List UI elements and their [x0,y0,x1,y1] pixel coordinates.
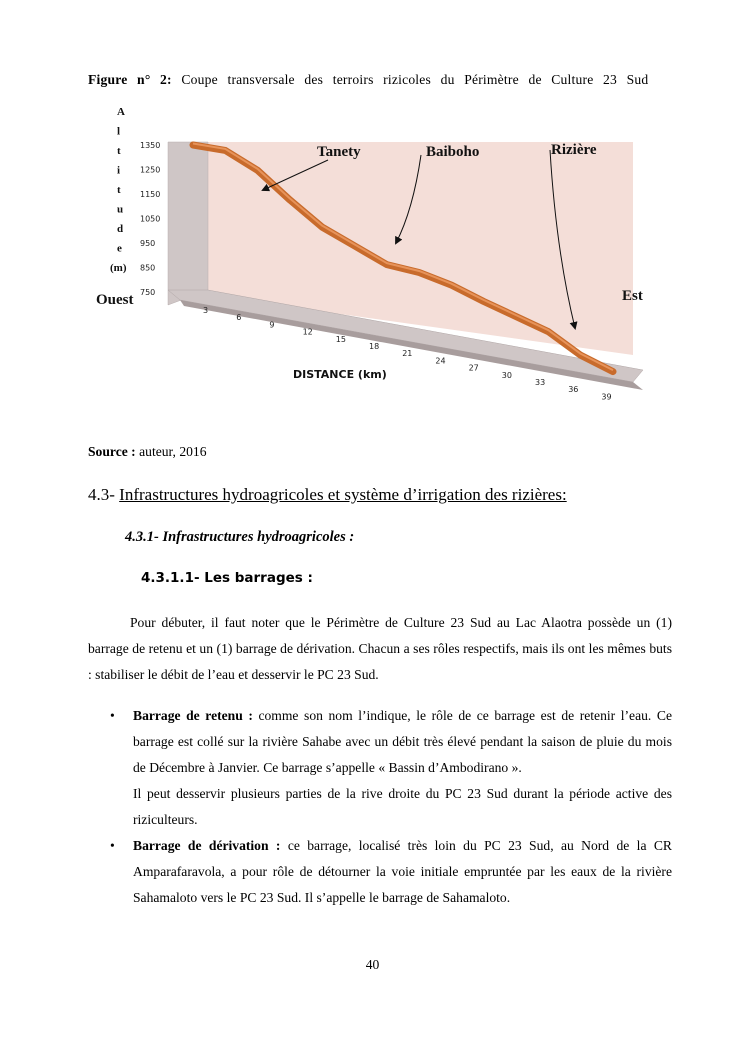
x-tick-label: 21 [402,349,413,359]
list-item [88,703,672,833]
x-tick-label: 15 [335,334,346,344]
y-tick-label: 850 [140,263,156,273]
section-number: 4.3- [88,485,115,504]
section-heading [88,485,567,505]
bullet-text: comme son nom l’indique, le rôle de ce barrage est de retenir l’eau. Ce barrage est collé sur la rivière Sahabe avec un débit très élevé pendant la saison de pluie du mois de Décembre à Janvier. Ce barrage s’appelle « Bassin d’Ambodirano ». [133,708,672,775]
cross-section-chart [88,100,668,420]
bullet-icon: • [110,708,115,723]
y-axis-title [110,106,127,274]
y-title-letter: t [117,145,121,157]
west-label: Ouest [96,292,134,308]
x-tick-label: 9 [269,320,275,330]
chart-back-wall [168,142,633,355]
chart-side-wall [168,142,208,305]
x-axis-label: DISTANCE (km) [293,368,387,381]
x-tick-label: 24 [435,356,446,366]
y-tick-label: 1150 [140,190,161,199]
bullet-text: ce barrage, localisé très loin du PC 23 Sud, au Nord de la CR Amparafaravola, a pour rôle de détourner la voie initiale empruntée par les eaux de la rivière Sahamaloto vers le PC 23 Sud. Il s’appelle le barrage de Sahamaloto. [133,838,672,905]
y-title-letter: i [117,164,121,177]
bullet-term: Barrage de dérivation : [133,838,281,853]
bullet-text-continued: Il peut desservir plusieurs parties de la rive droite du PC 23 Sud durant la période active des riziculteurs. [133,786,672,827]
source-text: auteur, 2016 [139,444,207,459]
annotation-tanety: Tanety [317,144,361,160]
list-item [88,833,672,911]
figure-caption-text: Coupe transversale des terroirs rizicoles du Périmètre de Culture 23 Sud [181,72,649,87]
figure-source [88,444,207,460]
y-title-letter: A [117,106,125,118]
figure-caption-label: Figure n° 2: [88,72,172,87]
x-tick-label: 33 [535,378,546,387]
barrage-list [88,703,672,911]
x-tick-label: 12 [302,327,313,337]
y-tick-label: 950 [140,239,156,248]
x-tick-label: 6 [236,313,242,323]
x-tick-label: 18 [369,342,380,351]
intro-paragraph [88,610,672,688]
bullet-term: Barrage de retenu : [133,708,253,723]
y-title-letter: d [117,223,124,235]
page-number: 40 [365,957,380,972]
annotation-baiboho: Baiboho [426,144,480,160]
y-tick-label: 750 [140,288,156,297]
y-tick-label: 1350 [140,141,161,150]
y-ticks [140,141,160,297]
x-tick-label: 27 [468,363,479,373]
y-title-letter: e [117,242,122,255]
section-title: Infrastructures hydroagricoles et système d’irrigation des rizières: [119,485,567,504]
y-title-letter: u [117,203,124,216]
source-label: Source : [88,444,136,459]
x-tick-label: 36 [568,385,579,395]
y-tick-label: 1250 [140,165,161,175]
y-title-letter: t [117,184,121,196]
x-tick-label: 3 [203,306,209,315]
subsection-heading: 4.3.1- Infrastructures hydroagricoles : [125,529,355,545]
y-title-letter: l [117,125,121,138]
x-tick-label: 39 [601,392,612,402]
bullet-icon: • [110,838,115,853]
y-tick-label: 1050 [140,214,161,224]
east-label: Est [622,288,643,304]
intro-paragraph-text: Pour débuter, il faut noter que le Périmètre de Culture 23 Sud au Lac Alaotra possède un (1) barrage de retenu et un (1) barrage de dérivation. Chacun a ses rôles respectifs, mais ils ont les mêmes buts : stabiliser le débit de l’eau et desservir le PC 23 Sud. [88,615,672,682]
subsubsection-heading: 4.3.1.1- Les barrages : [141,570,313,586]
y-title-letter: (m) [110,262,127,274]
x-tick-label: 30 [501,370,512,380]
figure-caption [88,72,668,88]
annotation-riziere: Rizière [551,142,597,158]
